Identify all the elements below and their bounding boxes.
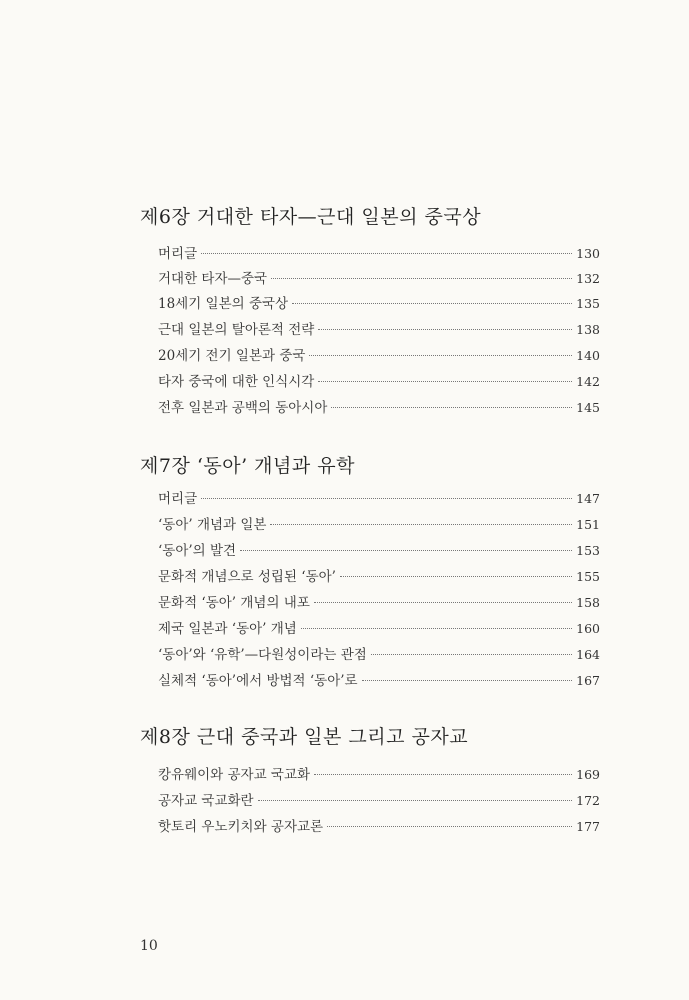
entry-page: 153	[576, 543, 600, 558]
chapter-7-title: 제7장 ‘동아’ 개념과 유학	[140, 455, 355, 477]
toc-entry[interactable]	[158, 267, 600, 287]
entry-page: 132	[576, 271, 600, 286]
dot-leader	[318, 381, 572, 382]
toc-entry[interactable]	[158, 344, 600, 364]
toc-entry[interactable]	[158, 370, 600, 390]
entry-label: 머리글	[158, 491, 198, 507]
dot-leader	[201, 498, 572, 499]
entry-label: 캉유웨이와 공자교 국교화	[158, 767, 311, 783]
dot-leader	[340, 576, 572, 577]
dot-leader	[371, 654, 572, 655]
entry-page: 177	[576, 819, 600, 834]
entry-label: 전후 일본과 공백의 동아시아	[158, 400, 328, 416]
entry-page: 169	[576, 767, 600, 782]
dot-leader	[301, 628, 572, 629]
entry-page: 151	[576, 517, 600, 532]
toc-entry[interactable]	[158, 815, 600, 835]
dot-leader	[318, 329, 572, 330]
entry-label: 공자교 국교화란	[158, 793, 254, 809]
dot-leader	[309, 355, 572, 356]
dot-leader	[270, 524, 572, 525]
entry-page: 167	[576, 673, 600, 688]
toc-entry[interactable]	[158, 643, 600, 663]
toc-entry[interactable]	[158, 487, 600, 507]
entry-label: 머리글	[158, 246, 198, 262]
dot-leader	[240, 550, 572, 551]
dot-leader	[331, 407, 572, 408]
entry-label: 문화적 개념으로 성립된 ‘동아’	[158, 569, 336, 585]
entry-label: 20세기 전기 일본과 중국	[158, 348, 306, 364]
page-number: 10	[140, 938, 158, 954]
dot-leader	[314, 774, 572, 775]
toc-entry[interactable]	[158, 318, 600, 338]
toc-entry[interactable]	[158, 539, 600, 559]
dot-leader	[271, 278, 572, 279]
entry-page: 164	[576, 647, 600, 662]
entry-page: 160	[576, 621, 600, 636]
entry-label: 근대 일본의 탈아론적 전략	[158, 322, 315, 338]
entry-page: 130	[576, 246, 600, 261]
entry-page: 135	[576, 296, 600, 311]
entry-label: 핫토리 우노키치와 공자교론	[158, 819, 324, 835]
entry-label: 실체적 ‘동아’에서 방법적 ‘동아’로	[158, 673, 358, 689]
entry-label: 18세기 일본의 중국상	[158, 296, 289, 312]
toc-entry[interactable]	[158, 763, 600, 783]
toc-entry[interactable]	[158, 617, 600, 637]
dot-leader	[201, 253, 572, 254]
dot-leader	[314, 602, 572, 603]
entry-label: 제국 일본과 ‘동아’ 개념	[158, 621, 297, 637]
toc-entry[interactable]	[158, 513, 600, 533]
dot-leader	[292, 303, 572, 304]
toc-entry[interactable]	[158, 789, 600, 809]
dot-leader	[258, 800, 573, 801]
toc-entry[interactable]	[158, 565, 600, 585]
entry-page: 147	[576, 491, 600, 506]
chapter-6-title: 제6장 거대한 타자—근대 일본의 중국상	[140, 206, 482, 228]
entry-page: 155	[576, 569, 600, 584]
entry-label: 문화적 ‘동아’ 개념의 내포	[158, 595, 310, 611]
entry-page: 158	[576, 595, 600, 610]
entry-label: ‘동아’와 ‘유학’—다원성이라는 관점	[158, 647, 367, 663]
entry-page: 145	[576, 400, 600, 415]
dot-leader	[327, 826, 572, 827]
entry-page: 140	[576, 348, 600, 363]
entry-page: 172	[576, 793, 600, 808]
entry-label: 거대한 타자—중국	[158, 271, 268, 287]
entry-label: ‘동아’ 개념과 일본	[158, 517, 267, 533]
toc-entry[interactable]	[158, 396, 600, 416]
toc-entry[interactable]	[158, 591, 600, 611]
toc-entry[interactable]	[158, 669, 600, 689]
toc-entry[interactable]	[158, 292, 600, 312]
entry-label: ‘동아’의 발견	[158, 543, 237, 559]
toc-entry[interactable]	[158, 242, 600, 262]
entry-page: 138	[576, 322, 600, 337]
chapter-8-title: 제8장 근대 중국과 일본 그리고 공자교	[140, 726, 469, 748]
dot-leader	[362, 680, 573, 681]
entry-page: 142	[576, 374, 600, 389]
entry-label: 타자 중국에 대한 인식시각	[158, 374, 315, 390]
